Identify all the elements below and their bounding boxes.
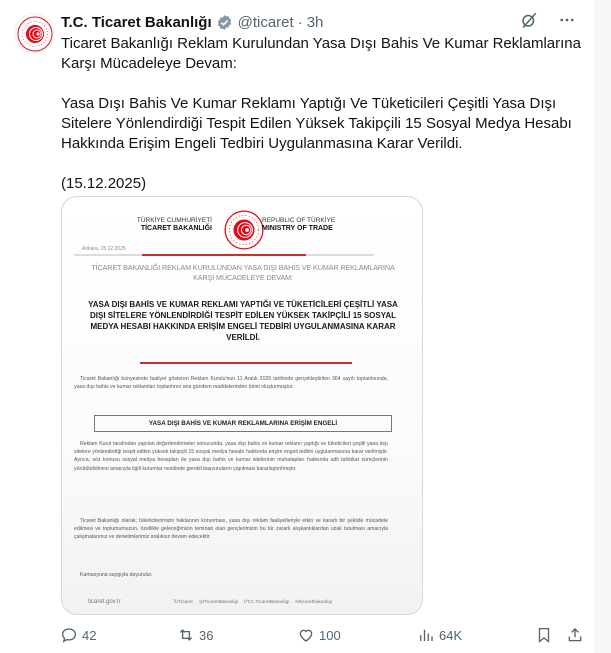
separator: ·	[297, 13, 303, 31]
footer-instagram: ◎/TicaretBakanligi	[198, 599, 239, 605]
tweet-text-line1: Ticaret Bakanlığı Reklam Kurulundan Yasa Dışı Bahis Ve Kumar Reklamlarına Karşı Mücadeleye Devam:	[61, 35, 581, 72]
document-paragraph-3: Ticaret Bakanlığı olarak; tüketicilerimizin haklarının korunması, yasa dışı reklam faaliyetleriyle etkin ve kararlı bir şekilde mücadele edilmesi ve toplumumuzun, özellikle geleceğimizin teminatı olan gençlerimizin bu tür zararlı alışkanlıklardan uzak tutulması amacıyla çalışmalarımız ve denetimlerimiz aralıksız devam edecektir.	[74, 518, 388, 541]
tweet-media-image[interactable]	[61, 196, 423, 615]
document-paragraph-1: Ticaret Bakanlığı bünyesinde faaliyet gösteren Reklam Kurulu'nun 11 Aralık 2025 tarihinde gerçekleştirilen 364 sayılı toplantısında, yasa dışı bahis ve kumar reklamları toplantının ana gündem maddelerinden birini oluşturmuştur.	[74, 376, 388, 391]
tweet-actions	[60, 626, 590, 646]
timestamp[interactable]: 3h	[306, 13, 324, 31]
author-name[interactable]: T.C. Ticaret Bakanlığı	[61, 13, 212, 31]
reply-button[interactable]	[60, 626, 96, 644]
document-header	[62, 205, 422, 249]
document-title: YASA DIŞI BAHİS VE KUMAR REKLAMI YAPTIĞI VE TÜKETİCİLERİ ÇEŞİTLİ YASA DIŞI SİTELERE YÖNLENDİRDİĞİ TESPİT EDİLEN YÜKSEK TAKİPÇİLİ 15 SOSYAL MEDYA HESABI HAKKINDA ERİŞİM ENGELİ TEDBİRİ UYGULANMASINA KARAR VERİLDİ.	[88, 300, 398, 342]
document-footer	[88, 599, 398, 605]
views-icon	[417, 626, 435, 644]
like-count: 100	[319, 627, 341, 643]
avatar[interactable]	[14, 13, 54, 53]
tweet-text-line2: Yasa Dışı Bahis Ve Kumar Reklamı Yaptığı Ve Tüketicileri Çeşitli Yasa Dışı Sitelere Yönlendirdiği Tespit Edilen Yüksek Takipçili 15 Sosyal Medya Hesabı Hakkında Erişim Engeli Tedbiri Uygulanmasına Karar Verildi.	[61, 95, 572, 152]
tweet-text-date: (15.12.2025)	[61, 175, 147, 192]
reply-icon	[60, 626, 78, 644]
bookmark-button[interactable]	[535, 626, 553, 644]
views-button[interactable]	[417, 626, 462, 644]
footer-facebook: f/T.C.TicaretBakanligi	[244, 599, 290, 605]
title-underline	[140, 362, 352, 364]
document-paragraph-4: Kamuoyuna saygıyla duyurulur.	[80, 572, 153, 578]
divider-accent	[142, 254, 306, 256]
share-icon	[566, 626, 584, 644]
footer-nsosyal: N/ticaretbakanligi	[295, 599, 333, 605]
heart-icon	[297, 626, 315, 644]
header-en-bottom: MINISTRY OF TRADE	[262, 225, 333, 232]
header-en-top: REPUBLIC OF TÜRKİYE	[262, 217, 336, 224]
bookmark-icon	[535, 626, 553, 644]
tweet-top-actions	[519, 10, 577, 30]
header-tr-bottom: TİCARET BAKANLIĞI	[140, 225, 212, 232]
views-count: 64K	[439, 627, 463, 643]
footer-website: ticaret.gov.tr	[88, 599, 121, 605]
tweet-header	[61, 12, 323, 32]
repost-icon	[177, 626, 195, 644]
document-seal-icon	[223, 209, 265, 251]
repost-button[interactable]	[177, 626, 213, 644]
repost-count: 36	[199, 627, 214, 643]
footer-x: 𝕏/Ticaret	[173, 599, 193, 605]
verified-badge-icon	[216, 14, 233, 31]
ministry-seal-icon	[15, 14, 54, 53]
document-header-tr	[122, 217, 212, 233]
tweet-text	[61, 34, 586, 194]
like-button[interactable]	[297, 626, 341, 644]
reply-count: 42	[82, 627, 97, 643]
document-subtitle: TİCARET BAKANLIĞI REKLAM KURULUNDAN YASA DIŞI BAHİS VE KUMAR REKLAMLARINA KARŞI MÜCADELEYE DEVAM:	[91, 263, 395, 282]
share-button[interactable]	[566, 626, 584, 644]
document-header-en	[262, 217, 362, 233]
document-section-heading: YASA DIŞI BAHİS VE KUMAR REKLAMLARINA ERİŞİM ENGELİ	[94, 415, 392, 432]
document-date: Ankara, 15.12.2025	[82, 246, 126, 252]
grok-icon[interactable]	[519, 10, 539, 30]
header-tr-top: TÜRKİYE CUMHURİYETİ	[136, 217, 212, 224]
more-icon[interactable]	[557, 10, 577, 30]
author-handle[interactable]: @ticaret	[237, 13, 294, 31]
document-paragraph-2: Reklam Kurul tarafından yapılan değerlendirmeler sonucunda, yasa dışı bahis ve kumar reklamı yaptığı ve tüketicileri çeşitli yasa dışı sitelere yönlendirdiği tespit edilen yüksek takipçili 15 sosyal medya hesabı hakkında erişim engeli tedbiri uygulanmasına karar verilmiştir. Ayrıca, söz konusu sosyal medya hesapları ile yasa dışı bahis ve kumar sitelerinin muhatapları hakkında adli tahkikat süreçlerinin yürütülebilmesi amacıyla ilgili kurumlar nezdinde gerekli başvuruların yapılması kararlaştırılmıştır.	[74, 441, 388, 472]
